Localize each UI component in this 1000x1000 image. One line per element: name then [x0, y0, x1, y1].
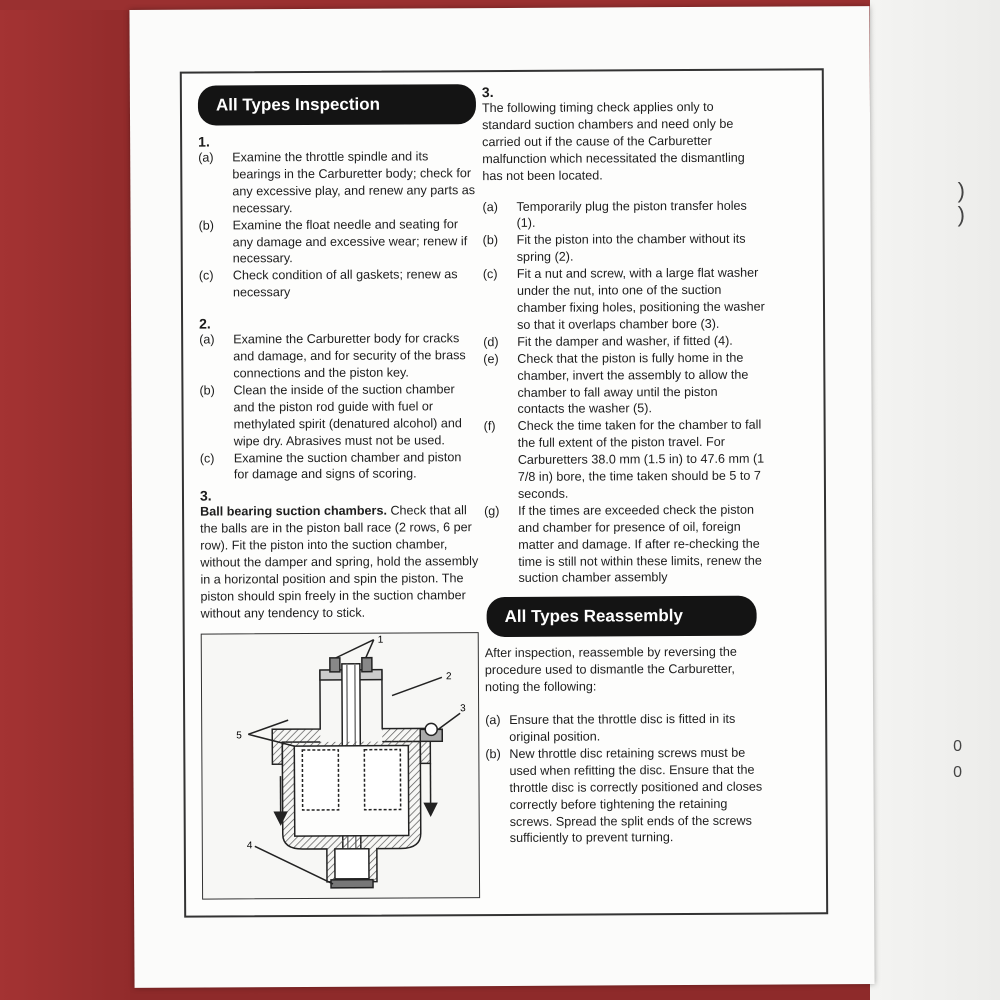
- callout-3: 3: [460, 703, 466, 715]
- right-column: [482, 83, 768, 848]
- list-item: (f) Check the time taken for the chamber to fall the full extent of the piston travel. For Carburetters 38.0 mm (1.5 in) to 47.6 mm (1 7/8 in) bore, the time taken should be 5 to 7 seconds.: [483, 417, 765, 501]
- white-background: [870, 0, 1000, 1000]
- list-item: (b) New throttle disc retaining screws must be used when refitting the disc. Ensure that the throttle disc is correctly positioned and closes correctly before tightening the retaining screws. Spread the split ends of the screws sufficiently to prevent turning.: [485, 745, 763, 846]
- content-frame: [180, 68, 828, 917]
- left-column: [198, 84, 479, 622]
- list-item: (a) Examine the throttle spindle and its bearings in the Carburetter body; check for any excessive play, and renew any parts as necessary.: [198, 149, 476, 216]
- list-item: (d) Fit the damper and washer, if fitted (4).: [483, 333, 733, 349]
- list-item: (g) If the times are exceeded check the piston and chamber for presence of oil, foreign matter and damage. If after re-checking the time is still not within these limits, renew the suction chamber assembly: [484, 502, 762, 586]
- list-item: (c) Check condition of all gaskets; renew as necessary: [198, 267, 458, 300]
- timing-intro: The following timing check applies only to standard suction chambers and need only be carried out if the cause of the Carburetter malfunction which necessitated the dismantling has not been located.: [481, 99, 745, 183]
- reassembly-intro: After inspection, reassemble by reversing the procedure used to dismantle the Carburetter, noting the following:: [484, 645, 737, 695]
- list-item: (b) Fit the piston into the chamber without its spring (2).: [482, 232, 746, 265]
- staple-mark: 0: [953, 764, 962, 781]
- section-number: 3.: [199, 487, 212, 504]
- callout-2: 2: [445, 671, 452, 683]
- list-item: (c) Fit a nut and screw, with a large flat washer under the nut, into one of the suction chamber fixing holes, positioning the washer so that it overlaps chamber bore (3).: [482, 265, 765, 332]
- list-item: (a) Examine the Carburetter body for cracks and damage, and for security of the brass connections and the piston key.: [199, 331, 466, 381]
- diagram-svg: [202, 633, 479, 898]
- red-background: [0, 0, 130, 1000]
- callout-5: 5: [236, 730, 242, 742]
- section-number: 1.: [198, 133, 210, 150]
- callout-4: 4: [246, 840, 253, 852]
- callout-1: 1: [377, 634, 384, 646]
- heading-inspection: All Types Inspection: [198, 84, 476, 125]
- list-item: (b) Examine the float needle and seating for any damage and excessive wear; renew if necessary.: [198, 216, 468, 266]
- document-page: [129, 6, 874, 988]
- list-item: (a) Temporarily plug the piston transfer holes (1).: [482, 198, 747, 231]
- list-item: (b) Clean the inside of the suction chamber and the piston rod guide with fuel or methylated spirit (denatured alcohol) and wipe dry. Abrasives must not be used.: [199, 382, 462, 448]
- suction-chamber-diagram: [201, 632, 480, 899]
- list-item: (e) Check that the piston is fully home in the chamber, invert the assembly to allow the chamber to fall away until the piston contacts the washer (5).: [483, 350, 749, 417]
- section-number: 2.: [199, 315, 211, 332]
- section-number: 3.: [481, 84, 494, 101]
- staple-mark: 0: [953, 738, 962, 755]
- list-item: (a) Ensure that the throttle disc is fitted in its original position.: [485, 711, 736, 744]
- heading-reassembly: All Types Reassembly: [487, 596, 757, 637]
- paper-clip-mark: ): [957, 202, 965, 227]
- list-item: (c) Examine the suction chamber and piston for damage and signs of scoring.: [199, 449, 462, 482]
- paper-clip-mark: ): [957, 178, 965, 203]
- ball-bearing-paragraph: Ball bearing suction chambers. Check that all the balls are in the piston ball race (2 rows, 6 per row). Fit the piston into the suction chamber, without the damper and spring, hold the assembly in a horizontal position and spin the piston. The piston should spin freely in the suction chamber without any tendency to stick.: [200, 503, 479, 621]
